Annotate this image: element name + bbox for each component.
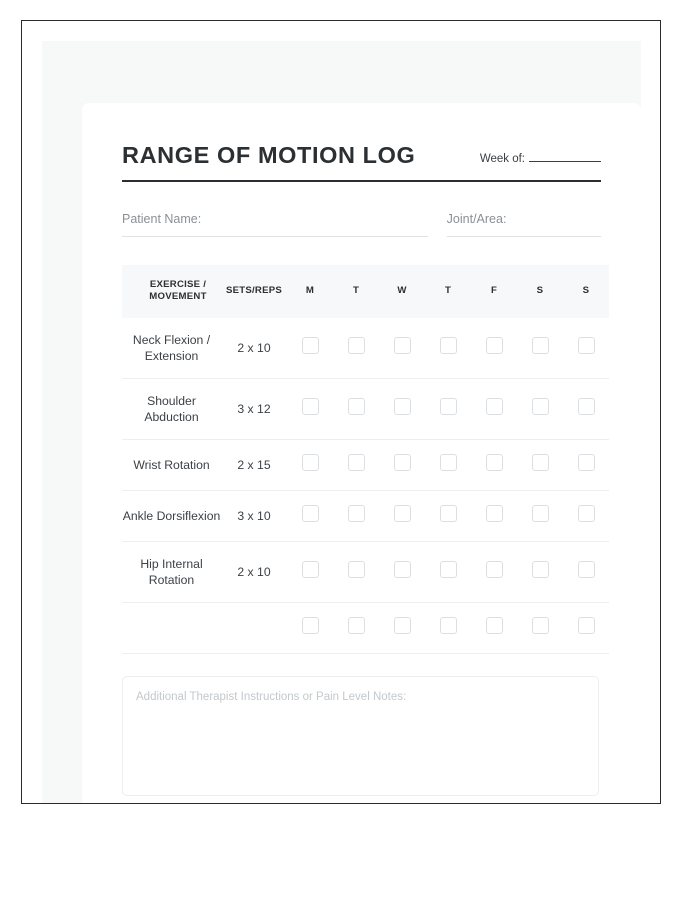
cell-exercise-name[interactable]: Shoulder Abduction [122,378,221,439]
cell-day-checkbox [517,440,563,491]
column-header-day-friday: F [471,265,517,318]
cell-day-checkbox [471,318,517,379]
cell-day-checkbox [563,318,609,379]
page-title: RANGE OF MOTION LOG [122,142,416,168]
document-header [122,143,601,178]
cell-day-checkbox [379,542,425,603]
day-checkbox[interactable] [440,505,457,522]
identity-fields [122,212,601,237]
day-checkbox[interactable] [348,617,365,634]
day-checkbox[interactable] [532,505,549,522]
cell-day-checkbox [333,318,379,379]
cell-sets-reps[interactable]: 3 x 12 [221,378,287,439]
document-frame [21,20,661,804]
day-checkbox[interactable] [348,561,365,578]
cell-sets-reps[interactable]: 3 x 10 [221,491,287,542]
column-header-sets-reps: SETS/REPS [221,265,287,318]
day-checkbox[interactable] [578,337,595,354]
day-checkbox[interactable] [578,561,595,578]
cell-day-checkbox [563,440,609,491]
day-checkbox[interactable] [394,617,411,634]
day-checkbox[interactable] [348,337,365,354]
column-header-day-wednesday: W [379,265,425,318]
day-checkbox[interactable] [348,454,365,471]
column-header-exercise-line1: EXERCISE / [149,278,207,290]
cell-day-checkbox [471,603,517,654]
cell-day-checkbox [333,491,379,542]
cell-day-checkbox [425,603,471,654]
cell-sets-reps[interactable]: 2 x 10 [221,318,287,379]
cell-day-checkbox [425,440,471,491]
table-row [122,378,609,439]
patient-name-input[interactable]: Patient Name: [122,212,428,237]
cell-exercise-name[interactable]: Hip Internal Rotation [122,542,221,603]
cell-sets-reps[interactable] [221,603,287,654]
day-checkbox[interactable] [532,617,549,634]
day-checkbox[interactable] [440,617,457,634]
day-checkbox[interactable] [440,454,457,471]
day-checkbox[interactable] [394,398,411,415]
day-checkbox[interactable] [532,454,549,471]
day-checkbox[interactable] [302,398,319,415]
cell-sets-reps[interactable]: 2 x 15 [221,440,287,491]
form-content [122,143,601,796]
column-header-day-saturday: S [517,265,563,318]
cell-day-checkbox [517,603,563,654]
cell-day-checkbox [425,318,471,379]
table-row [122,491,609,542]
day-checkbox[interactable] [348,505,365,522]
cell-day-checkbox [333,603,379,654]
cell-day-checkbox [287,542,333,603]
week-of-label: Week of: [479,152,525,165]
day-checkbox[interactable] [486,454,503,471]
cell-day-checkbox [379,440,425,491]
cell-day-checkbox [379,378,425,439]
day-checkbox[interactable] [302,505,319,522]
therapist-notes-input[interactable]: Additional Therapist Instructions or Pain Level Notes: [122,676,599,796]
cell-day-checkbox [333,542,379,603]
range-of-motion-table [122,265,609,655]
cell-day-checkbox [287,318,333,379]
day-checkbox[interactable] [486,505,503,522]
day-checkbox[interactable] [578,617,595,634]
cell-day-checkbox [471,378,517,439]
table-row [122,542,609,603]
cell-day-checkbox [471,491,517,542]
cell-day-checkbox [517,542,563,603]
table-row [122,603,609,654]
day-checkbox[interactable] [578,398,595,415]
table-body [122,318,609,654]
cell-day-checkbox [517,318,563,379]
day-checkbox[interactable] [302,617,319,634]
cell-exercise-name[interactable]: Wrist Rotation [122,440,221,491]
day-checkbox[interactable] [302,454,319,471]
column-header-day-sunday: S [563,265,609,318]
table-head [122,265,609,318]
column-header-exercise-line2: MOVEMENT [149,290,207,302]
table-header-row [122,265,609,318]
form-card [82,103,641,804]
cell-day-checkbox [425,378,471,439]
cell-exercise-name[interactable] [122,603,221,654]
cell-day-checkbox [563,542,609,603]
day-checkbox[interactable] [394,337,411,354]
cell-exercise-name[interactable]: Ankle Dorsiflexion [122,491,221,542]
day-checkbox[interactable] [440,561,457,578]
day-checkbox[interactable] [302,337,319,354]
column-header-day-thursday: T [425,265,471,318]
cell-day-checkbox [287,378,333,439]
column-header-day-tuesday: T [333,265,379,318]
column-header-exercise [122,265,221,318]
column-header-day-monday: M [287,265,333,318]
cell-exercise-name[interactable]: Neck Flexion / Extension [122,318,221,379]
table-row [122,440,609,491]
sheet-backdrop [42,41,641,804]
day-checkbox[interactable] [394,561,411,578]
cell-day-checkbox [287,440,333,491]
day-checkbox[interactable] [440,337,457,354]
day-checkbox[interactable] [348,398,365,415]
cell-day-checkbox [563,378,609,439]
cell-day-checkbox [471,542,517,603]
day-checkbox[interactable] [394,454,411,471]
cell-day-checkbox [563,603,609,654]
day-checkbox[interactable] [486,617,503,634]
day-checkbox[interactable] [532,337,549,354]
cell-day-checkbox [563,491,609,542]
cell-day-checkbox [379,603,425,654]
day-checkbox[interactable] [394,505,411,522]
table-row [122,318,609,379]
week-of-write-line[interactable] [529,152,601,162]
cell-day-checkbox [379,318,425,379]
cell-day-checkbox [333,378,379,439]
day-checkbox[interactable] [578,505,595,522]
week-of-field[interactable] [480,152,601,168]
day-checkbox[interactable] [532,398,549,415]
day-checkbox[interactable] [486,337,503,354]
day-checkbox[interactable] [302,561,319,578]
cell-day-checkbox [517,491,563,542]
joint-area-input[interactable]: Joint/Area: [447,212,601,237]
day-checkbox[interactable] [486,398,503,415]
cell-day-checkbox [287,491,333,542]
cell-day-checkbox [287,603,333,654]
day-checkbox[interactable] [440,398,457,415]
cell-day-checkbox [333,440,379,491]
day-checkbox[interactable] [486,561,503,578]
day-checkbox[interactable] [532,561,549,578]
cell-sets-reps[interactable]: 2 x 10 [221,542,287,603]
cell-day-checkbox [379,491,425,542]
cell-day-checkbox [517,378,563,439]
cell-day-checkbox [425,491,471,542]
day-checkbox[interactable] [578,454,595,471]
cell-day-checkbox [471,440,517,491]
title-divider [122,180,601,182]
cell-day-checkbox [425,542,471,603]
